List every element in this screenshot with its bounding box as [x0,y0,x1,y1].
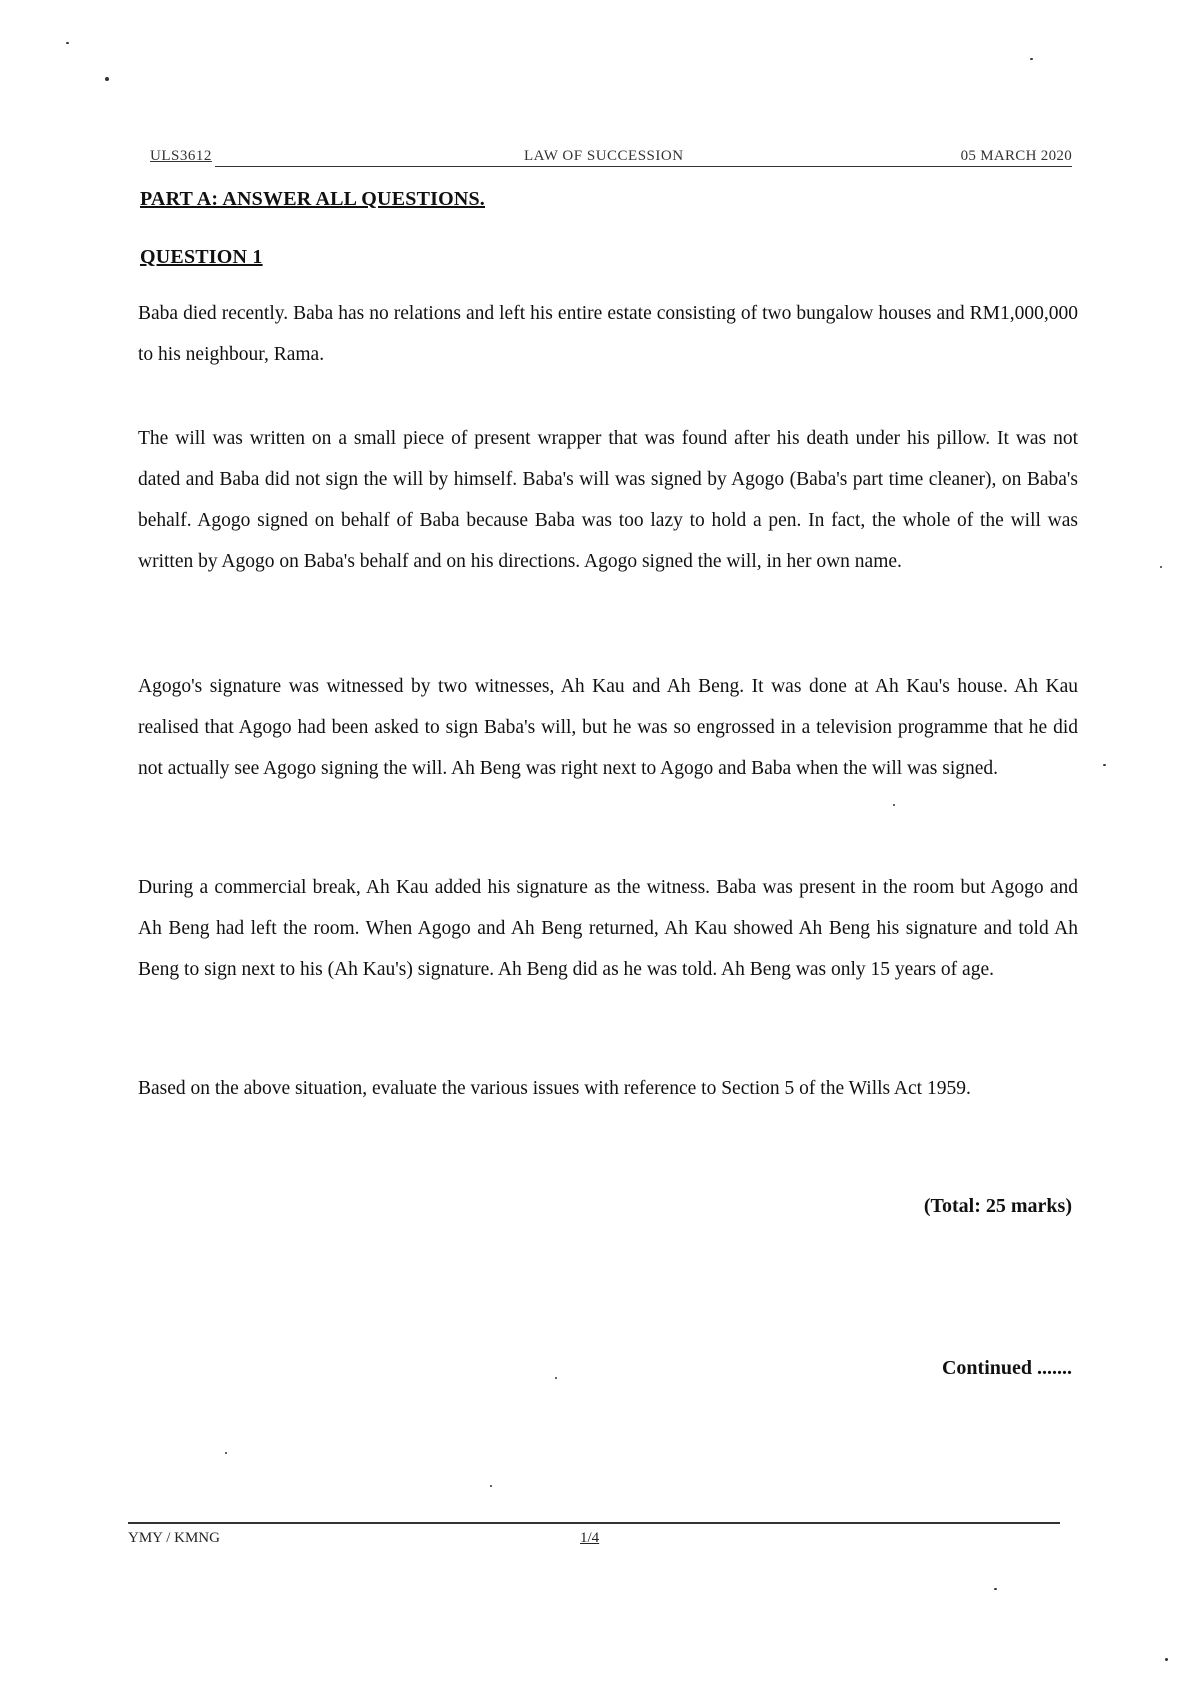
scan-speck [1103,764,1106,766]
question-paragraph: The will was written on a small piece of present wrapper that was found after his death under his pillow. It was not dated and Baba did not sign the will by himself. Baba's will was signed by Agogo (Baba's part time cleaner), on Baba's behalf. Agogo signed on behalf of Baba because Baba was too lazy to hold a pen. In fact, the whole of the will was written by Agogo on Baba's behalf and on his directions. Agogo signed the will, in her own name. [138,428,1078,572]
question-paragraph: Agogo's signature was witnessed by two witnesses, Ah Kau and Ah Beng. It was done at Ah Kau's house. Ah Kau realised that Agogo had been asked to sign Baba's will, but he was so engrossed in a television programme that he did not actually see Agogo signing the will. Ah Beng was right next to Agogo and Baba when the will was signed. [138,676,1078,779]
scan-speck [893,804,895,806]
scan-speck [105,77,109,81]
scan-speck [1030,58,1033,60]
scan-speck [490,1485,492,1487]
question-paragraph: During a commercial break, Ah Kau added his signature as the witness. Baba was present in the room but Agogo and Ah Beng had left the room. When Agogo and Ah Beng returned, Ah Kau showed Ah Beng his signature and told Ah Beng to sign next to his (Ah Kau's) signature. Ah Beng did as he was told. Ah Beng was only 15 years of age. [138,877,1078,980]
course-code: ULS3612 [150,148,212,164]
exam-date: 05 MARCH 2020 [960,148,1072,164]
question-paragraph: Baba died recently. Baba has no relations and left his entire estate consisting of two bungalow houses and RM1,000,000 to his neighbour, Rama. [138,303,1078,365]
question-instruction: Based on the above situation, evaluate the various issues with reference to Section 5 of the Wills Act 1959. [138,1078,971,1099]
continued-note: Continued ....... [941,1357,1072,1379]
examiner-initials: YMY / KMNG [128,1530,220,1546]
scan-speck [66,42,69,44]
scan-speck [1160,566,1162,568]
part-heading: PART A: ANSWER ALL QUESTIONS. [140,188,486,210]
subject-title: LAW OF SUCCESSION [524,148,684,164]
scan-speck [1165,1658,1168,1661]
page-number: 1/4 [580,1530,600,1546]
scan-speck [555,1377,557,1379]
header-rule [215,166,1072,167]
total-marks: (Total: 25 marks) [923,1195,1072,1217]
page-header [150,148,1072,170]
scan-speck [225,1452,227,1454]
footer-rule [128,1522,1060,1524]
question-heading: QUESTION 1 [140,246,263,268]
scan-speck [994,1588,997,1590]
